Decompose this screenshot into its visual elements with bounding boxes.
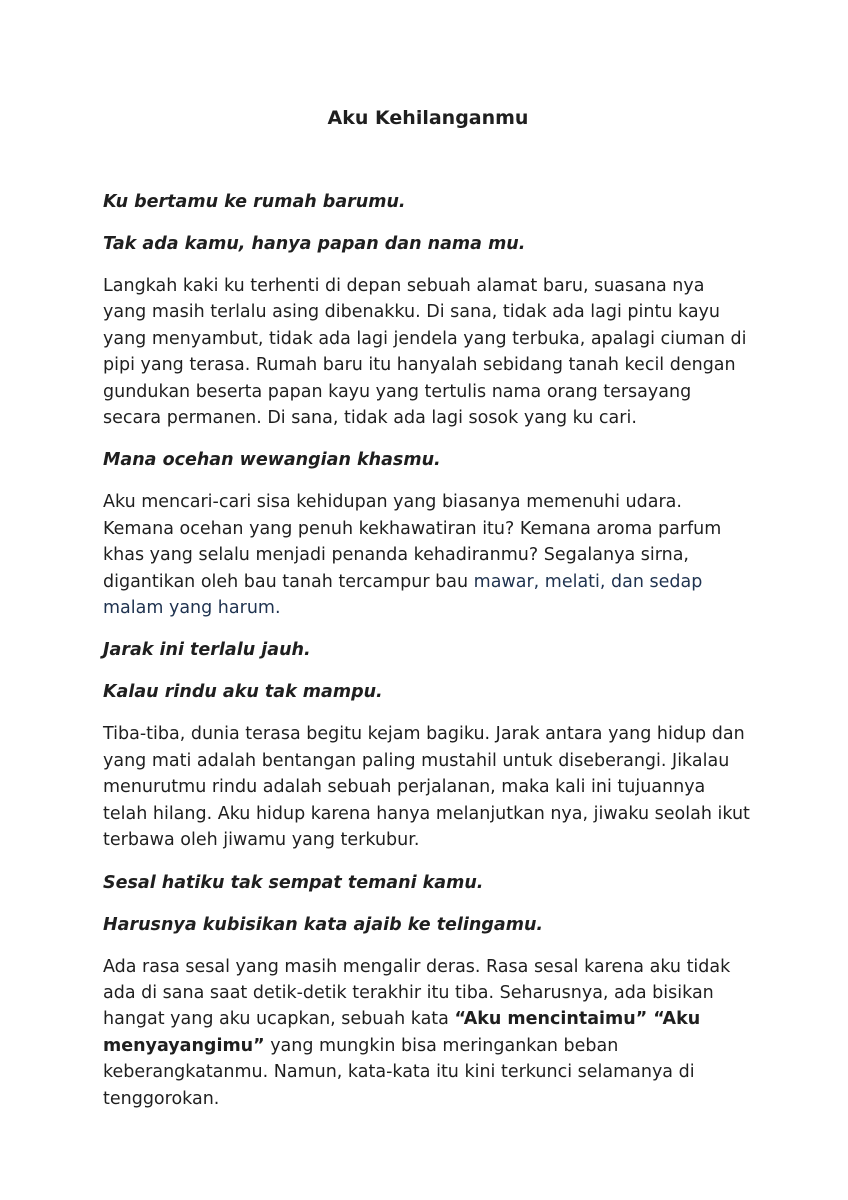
verse-line-7: Harusnya kubisikan kata ajaib ke telingamu. [103,914,544,935]
verse-line-2: Tak ada kamu, hanya papan dan nama mu. [103,234,526,254]
paragraph-4-text-end: yang mungkin bisa meringankan beban keberangkatanmu. Namun, kata-kata itu kini terkunci selamanya di tenggorokan. [103,1035,695,1109]
paragraph-4-text-start: Ada rasa sesal yang masih mengalir deras. Rasa sesal karena aku tidak ada di sana saat detik-detik terakhir itu tiba. Seharusnya, ada bisikan hangat yang aku ucapkan, sebuah kata [103,956,731,1030]
verse-line-3: Mana ocehan wewangian khasmu. [103,450,441,471]
verse-line-5: Kalau rindu aku tak mampu. [103,682,383,703]
paragraph-2-highlight: mawar, melati, dan sedap malam yang harum. [103,571,703,619]
paragraph-4-bold-quote: “Aku mencintaimu” “Aku menyayangimu” [103,1009,701,1056]
verse-line-1: Ku bertamu ke rumah barumu. [103,192,406,212]
verse-line-6: Sesal hatiku tak sempat temani kamu. [103,872,484,893]
paragraph-3: Tiba-tiba, dunia terasa begitu kejam bagiku. Jarak antara yang hidup dan yang mati adalah bentangan paling mustahil untuk diseberangi. Jikalau menurutmu rindu adalah sebuah perjalanan, maka kali ini tujuannya telah hilang. Aku hidup karena hanya melanjutkan nya, jiwaku seolah ikut terbawa oleh jiwamu yang terkubur. [103,724,750,851]
paragraph-2-text: Aku mencari-cari sisa kehidupan yang biasanya memenuhi udara. Kemana ocehan yang penuh kekhawatiran itu? Kemana aroma parfum khas yang selalu menjadi penanda kehadiranmu? Segalanya sirna, digantikan oleh bau tanah tercampur bau [103,492,722,592]
document-title: Aku Kehilanganmu [327,107,529,129]
verse-line-4: Jarak ini terlalu jauh. [103,640,311,661]
paragraph-4 [103,954,753,1112]
document-body [103,105,753,1128]
paragraph-2 [103,489,753,621]
paragraph-1: Langkah kaki ku terhenti di depan sebuah alamat baru, suasana nya yang masih terlalu asing dibenakku. Di sana, tidak ada lagi pintu kayu yang menyambut, tidak ada lagi jendela yang terbuka, apalagi ciuman di pipi yang terasa. Rumah baru itu hanyalah sebidang tanah kecil dengan gundukan beserta papan kayu yang tertulis nama orang tersayang secara permanen. Di sana, tidak ada lagi sosok yang ku cari. [103,276,747,429]
